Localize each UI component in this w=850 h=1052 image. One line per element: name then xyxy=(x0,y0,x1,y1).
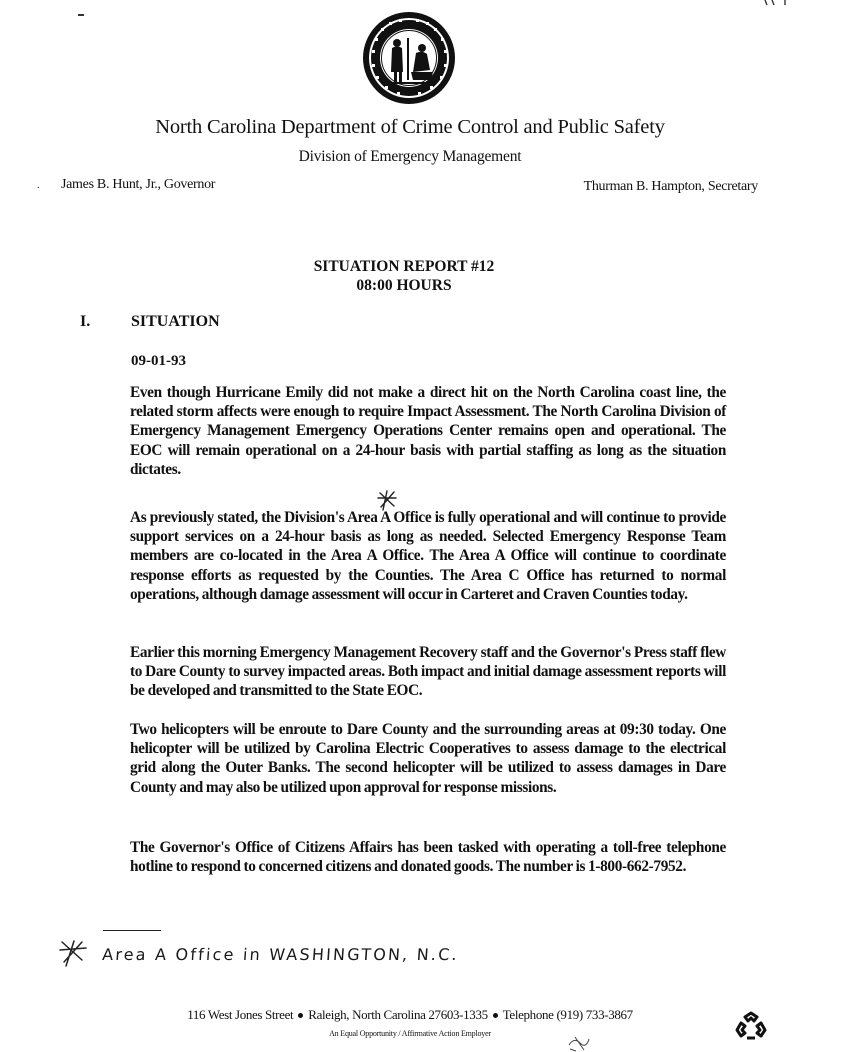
scan-mark xyxy=(78,14,84,16)
footer-street: 116 West Jones Street xyxy=(187,1007,294,1022)
bullet-separator xyxy=(493,1013,498,1018)
paragraph-helicopters: Two helicopters will be enroute to Dare County and the surrounding areas at 09:30 today. One helicopter will be utilized by Carolina Electric Cooperatives to assess damage to the electrical grid along the Outer Banks. The second helicopter will be utilized to assess damages in Dare County and may also be utilized upon approval for response missions. xyxy=(130,721,726,796)
report-time: 08:00 HOURS xyxy=(356,277,452,294)
footer-address xyxy=(0,1007,820,1023)
paragraph-hotline: The Governor's Office of Citizens Affairs has been tasked with operating a toll-free telephone hotline to respond to concerned citizens and donated goods. The number is 1-800-662-7952. xyxy=(130,839,726,876)
report-title: SITUATION REPORT #12 xyxy=(313,258,495,275)
recycle-icon xyxy=(734,1011,768,1043)
governor-name: James B. Hunt, Jr., Governor xyxy=(61,177,216,192)
division-name: Division of Emergency Management xyxy=(298,148,522,165)
paragraph-dare-county-survey: Earlier this morning Emergency Management Recovery staff and the Governor's Press staff flew to Dare County to survey impacted areas. Both impact and initial damage assessment reports will be developed and transmitted to the State EOC. xyxy=(130,644,726,700)
equal-opportunity-statement: An Equal Opportunity / Affirmative Action Employer xyxy=(329,1029,491,1038)
section-number: I. xyxy=(80,313,91,330)
section-title: SITUATION xyxy=(131,313,220,330)
footer-telephone: Telephone (919) 733-3867 xyxy=(502,1007,633,1022)
handwritten-mark xyxy=(566,1033,592,1052)
paragraph-impact-assessment: Even though Hurricane Emily did not make a direct hit on the North Carolina coast line, the related storm affects were enough to require Impact Assessment. The North Carolina Division of Emergency Management Emergency Operations Center remains open and operational. The EOC will remain operational on a 24-hour basis with partial staffing as long as the situation dictates. xyxy=(130,384,726,478)
paragraph-area-offices: As previously stated, the Division's Area A Office is fully operational and will continue to provide support services on a 24-hour basis as long as needed. Selected Emergency Response Team members are co-located in the Area A Office. The Area A Office will continue to coordinate response efforts as requested by the Counties. The Area C Office has returned to normal operations, although damage assessment will occur in Carteret and Craven Counties today. xyxy=(130,509,726,603)
handwritten-note: Area A Office in WASHINGTON, N.C. xyxy=(101,945,460,964)
bullet-separator xyxy=(298,1013,303,1018)
report-date: 09-01-93 xyxy=(131,353,186,369)
page-corner-mark xyxy=(763,0,793,6)
scan-dot: . xyxy=(37,180,40,191)
report-heading xyxy=(250,257,558,295)
footer-city: Raleigh, North Carolina 27603-1335 xyxy=(308,1007,488,1022)
department-name: North Carolina Department of Crime Control and Public Safety xyxy=(155,116,665,138)
state-seal-logo xyxy=(361,10,457,106)
handwritten-underline xyxy=(103,930,161,931)
secretary-name: Thurman B. Hampton, Secretary xyxy=(583,179,758,194)
